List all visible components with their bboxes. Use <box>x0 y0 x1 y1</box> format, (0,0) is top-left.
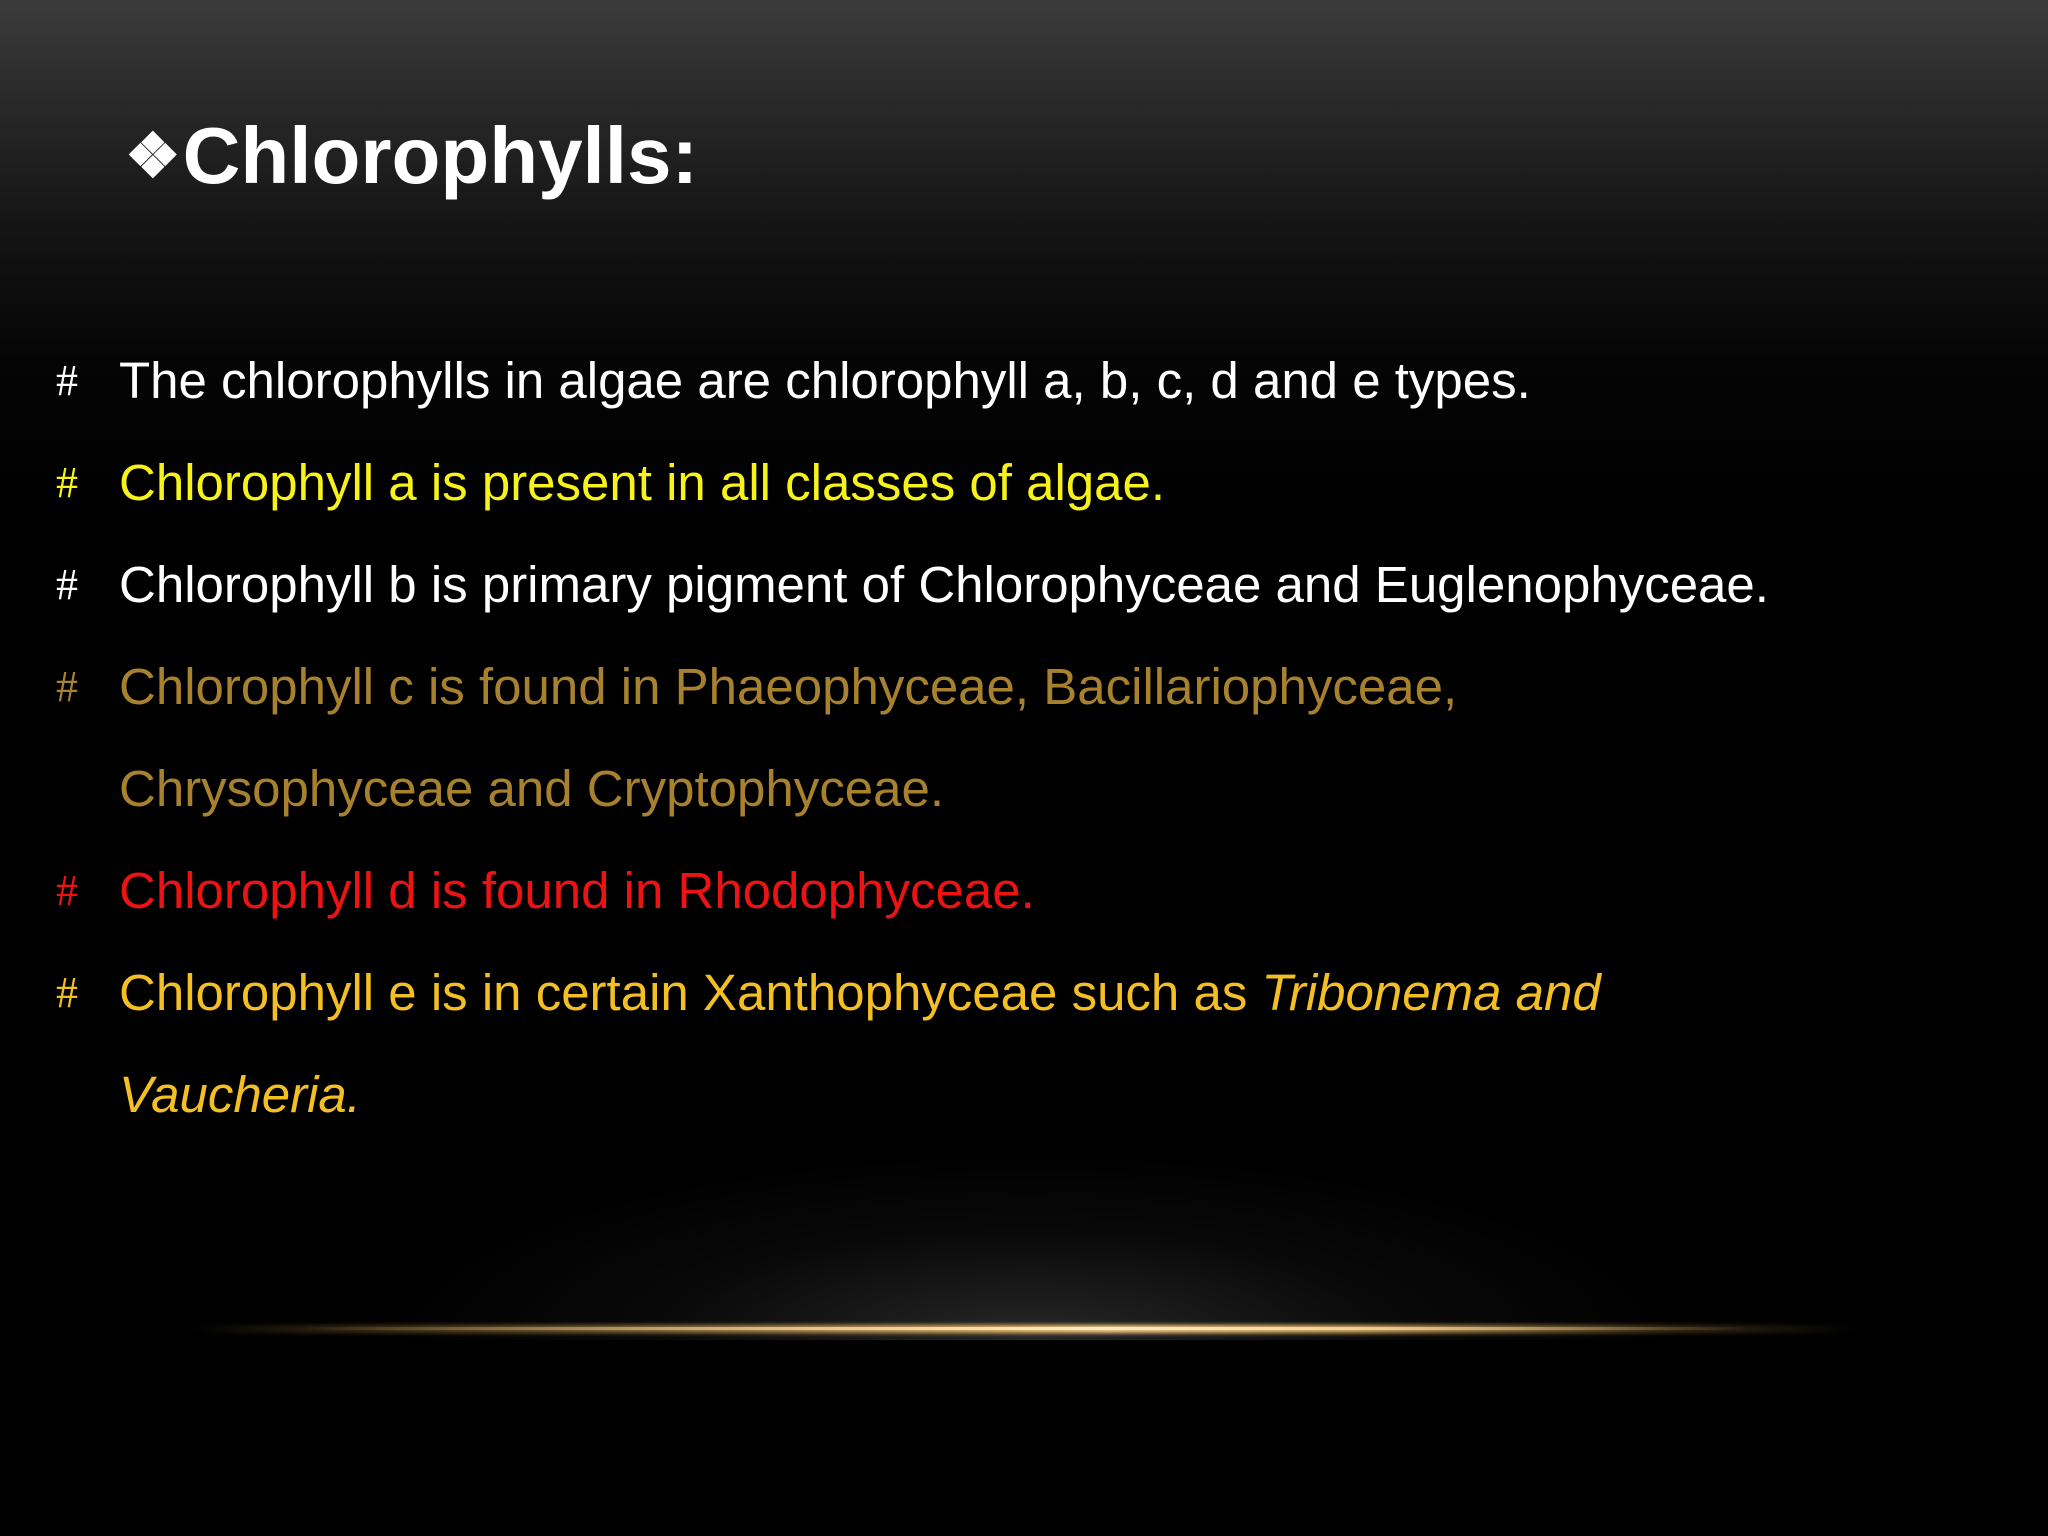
slide-title-text: Chlorophylls: <box>182 111 699 200</box>
bullet-item-chlorophyll-d <box>0 840 2048 942</box>
hash-bullet-icon: # <box>56 662 78 711</box>
hash-bullet-icon: # <box>56 866 78 915</box>
diamond-bullet-icon: ❖ <box>125 122 181 191</box>
hash-bullet-icon: # <box>56 356 78 405</box>
bullet-text-line-2: Chrysophyceae and Cryptophyceae. <box>119 760 944 817</box>
bullet-text-italic-line-2: Vaucheria. <box>119 1066 361 1123</box>
horizon-line-core <box>300 1327 1750 1330</box>
bullet-item-chlorophyll-e <box>0 942 2048 1146</box>
hash-bullet-icon: # <box>56 968 78 1017</box>
bullet-text: Chlorophyll d is found in Rhodophyceae. <box>119 862 1035 919</box>
bullet-item-chlorophyll-c <box>0 636 2048 840</box>
bullet-text: Chlorophyll b is primary pigment of Chlorophyceae and Euglenophyceae. <box>119 556 1769 613</box>
bullet-text-italic: Tribonema and <box>1261 964 1601 1021</box>
bullet-text: Chlorophyll a is present in all classes of algae. <box>119 454 1166 511</box>
bullet-text: The chlorophylls in algae are chlorophyll a, b, c, d and e types. <box>119 352 1531 409</box>
slide-title <box>125 108 698 205</box>
horizon-glow <box>380 1150 1680 1340</box>
bullet-item-chlorophyll-a <box>0 432 2048 534</box>
hash-bullet-icon: # <box>56 560 78 609</box>
bullet-text: Chlorophyll e is in certain Xanthophyceae such as <box>119 964 1262 1021</box>
bullet-list <box>0 330 2048 1146</box>
bullet-item-types <box>0 330 2048 432</box>
hash-bullet-icon: # <box>56 458 78 507</box>
bullet-item-chlorophyll-b <box>0 534 2048 636</box>
bullet-text-line-1: Chlorophyll c is found in Phaeophyceae, Bacillariophyceae, <box>119 658 1458 715</box>
